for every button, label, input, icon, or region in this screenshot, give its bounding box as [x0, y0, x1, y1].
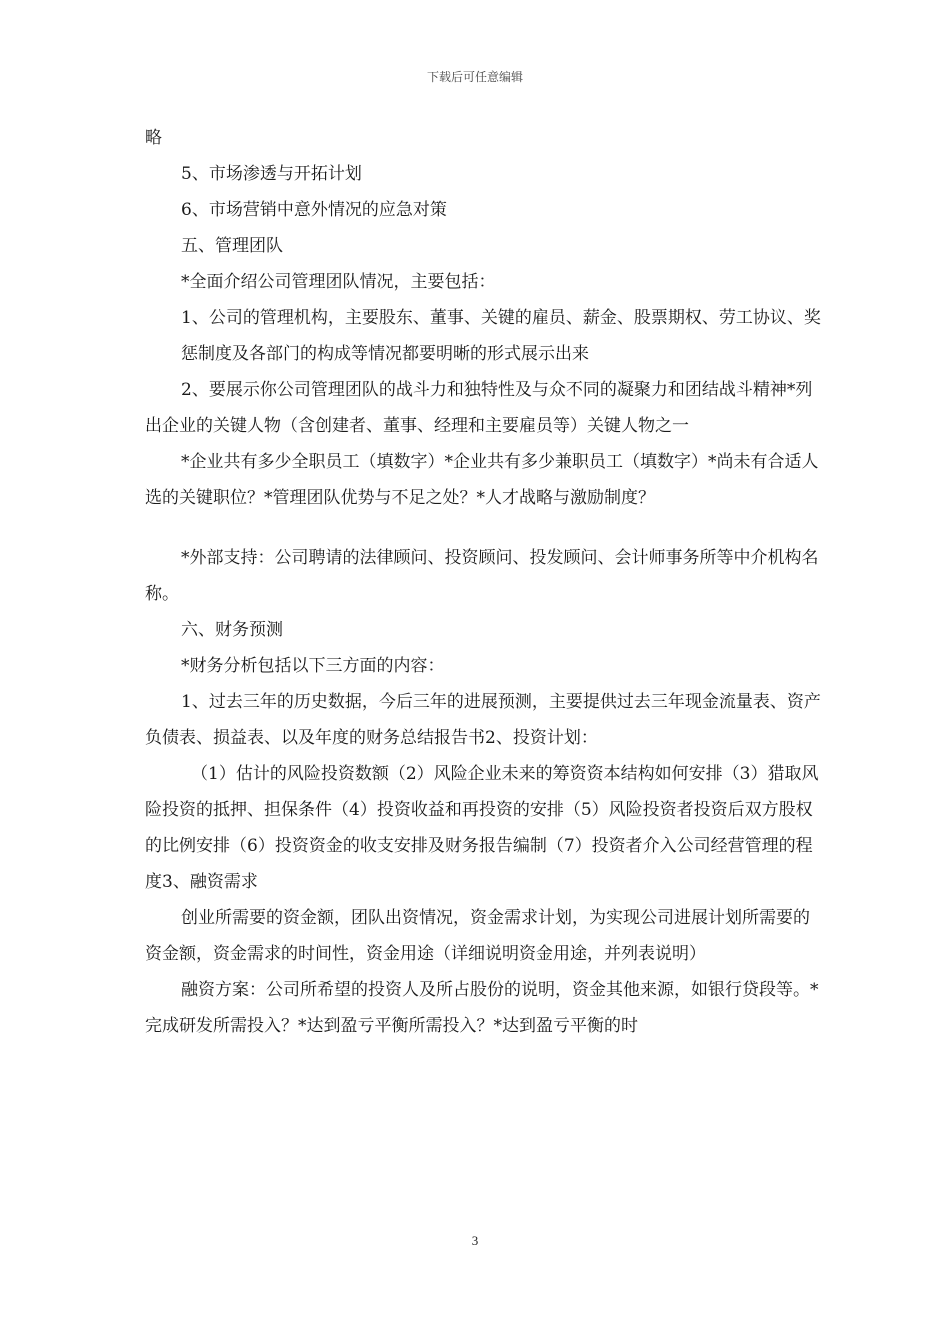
- paragraph-historical-data: 1、过去三年的历史数据，今后三年的进展预测，主要提供过去三年现金流量表、资产负债表、损益表、以及年度的财务总结报告书2、投资计划：: [145, 692, 821, 748]
- list-item-contingency: 6、市场营销中意外情况的应急对策: [181, 200, 447, 220]
- paragraph-external-support: *外部支持：公司聘请的法律顾问、投资顾问、投发顾问、会计师事务所等中介机构名称。: [145, 548, 819, 604]
- paragraph-financial-intro: *财务分析包括以下三方面的内容：: [181, 656, 445, 676]
- paragraph-team-strength: 2、要展示你公司管理团队的战斗力和独特性及与众不同的凝聚力和团结战斗精神*列出企业的关键人物（含创建者、董事、经理和主要雇员等）关键人物之一: [145, 380, 813, 436]
- paragraph-gap: [145, 516, 825, 540]
- paragraph-continuation: 略: [145, 128, 162, 148]
- section-heading-management-team: 五、管理团队: [181, 236, 283, 256]
- paragraph-investment-plan: （1）估计的风险投资数额（2）风险企业未来的筹资资本结构如何安排（3）猎取风险投资的抵押、担保条件（4）投资收益和再投资的安排（5）风险投资者投资后双方股权的比例安排（6）投资资金的收支安排及财务报告编制（7）投资者介入公司经营管理的程度3、融资需求: [145, 764, 819, 892]
- paragraph-employee-counts: *企业共有多少全职员工（填数字）*企业共有多少兼职员工（填数字）*尚未有合适人选的关键职位？*管理团队优势与不足之处？*人才战略与激励制度？: [145, 452, 819, 508]
- paragraph-funding-needs: 创业所需要的资金额，团队出资情况，资金需求计划，为实现公司进展计划所需要的资金额，资金需求的时间性，资金用途（详细说明资金用途，并列表说明）: [145, 908, 810, 964]
- paragraph-financing-plan: 融资方案：公司所希望的投资人及所占股份的说明，资金其他来源，如银行贷段等。*完成研发所需投入？*达到盈亏平衡所需投入？*达到盈亏平衡的时: [145, 980, 819, 1036]
- page-number: 3: [471, 1233, 479, 1248]
- paragraph-team-intro: *全面介绍公司管理团队情况，主要包括：: [181, 272, 496, 292]
- paragraph-departments: 惩制度及各部门的构成等情况都要明晰的形式展示出来: [181, 344, 589, 364]
- paragraph-management-structure: 1、公司的管理机构，主要股东、董事、关键的雇员、薪金、股票期权、劳工协议、奖: [181, 308, 821, 328]
- document-body: [145, 120, 825, 1044]
- section-heading-financial-forecast: 六、财务预测: [181, 620, 283, 640]
- list-item-market-plan: 5、市场渗透与开拓计划: [181, 164, 362, 184]
- page-header: 下载后可任意编辑: [426, 70, 523, 84]
